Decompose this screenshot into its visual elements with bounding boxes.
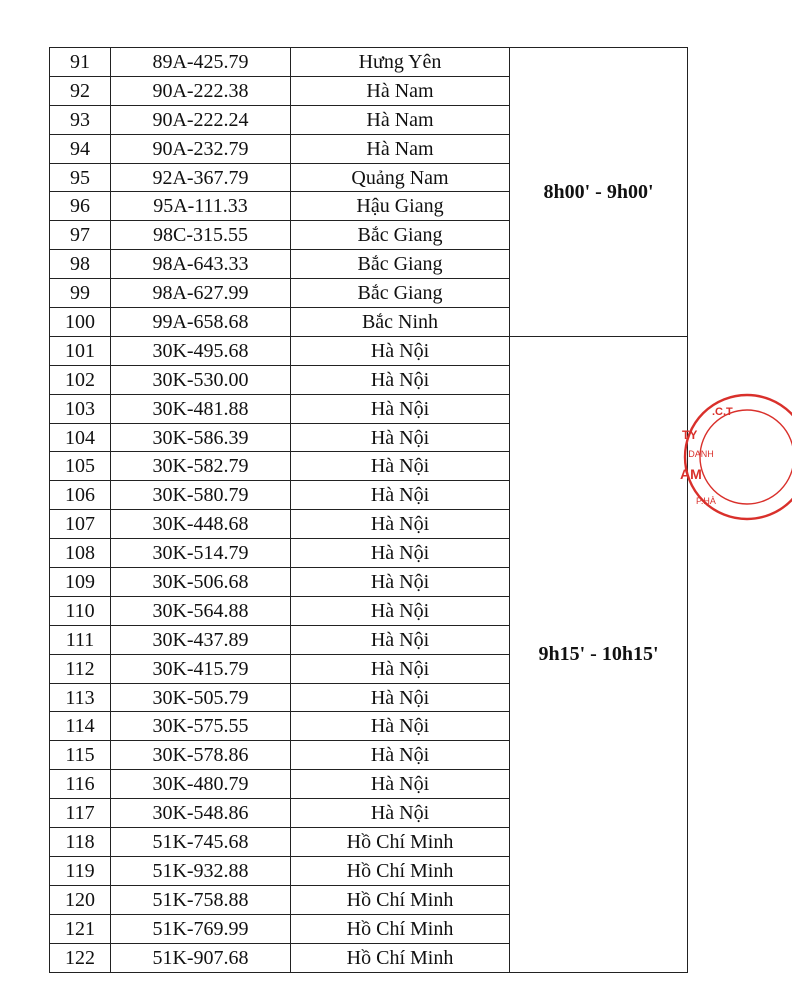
- row-number: 103: [50, 394, 111, 423]
- table-row: [50, 48, 688, 77]
- province: Hà Nội: [291, 539, 510, 568]
- row-number: 92: [50, 76, 111, 105]
- province: Hà Nội: [291, 510, 510, 539]
- province: Hà Nội: [291, 365, 510, 394]
- row-number: 108: [50, 539, 111, 568]
- seal-text-danh: ' DANH: [684, 449, 714, 459]
- license-plate: 30K-530.00: [111, 365, 291, 394]
- province: Hà Nội: [291, 625, 510, 654]
- license-plate: 98A-627.99: [111, 279, 291, 308]
- seal-text-am: AM: [680, 466, 702, 482]
- province: Bắc Giang: [291, 279, 510, 308]
- row-number: 105: [50, 452, 111, 481]
- row-number: 91: [50, 48, 111, 77]
- row-number: 93: [50, 105, 111, 134]
- province: Hà Nội: [291, 770, 510, 799]
- row-number: 119: [50, 856, 111, 885]
- row-number: 111: [50, 625, 111, 654]
- license-plate: 30K-514.79: [111, 539, 291, 568]
- row-number: 101: [50, 336, 111, 365]
- license-plate: 30K-448.68: [111, 510, 291, 539]
- province: Hồ Chí Minh: [291, 914, 510, 943]
- license-plate: 99A-658.68: [111, 308, 291, 337]
- license-plate: 89A-425.79: [111, 48, 291, 77]
- row-number: 106: [50, 481, 111, 510]
- license-plate: 90A-222.24: [111, 105, 291, 134]
- province: Hà Nam: [291, 134, 510, 163]
- province: Bắc Giang: [291, 221, 510, 250]
- seal-graphic: [672, 382, 792, 532]
- row-number: 109: [50, 568, 111, 597]
- row-number: 112: [50, 654, 111, 683]
- row-number: 107: [50, 510, 111, 539]
- row-number: 102: [50, 365, 111, 394]
- license-plate: 51K-745.68: [111, 828, 291, 857]
- province: Hà Nội: [291, 394, 510, 423]
- table-row: [50, 336, 688, 365]
- license-plate: 30K-505.79: [111, 683, 291, 712]
- license-plate: 30K-575.55: [111, 712, 291, 741]
- seal-text-ty: TY: [682, 428, 698, 442]
- province: Hồ Chí Minh: [291, 885, 510, 914]
- license-plate: 90A-232.79: [111, 134, 291, 163]
- row-number: 100: [50, 308, 111, 337]
- license-plate: 30K-415.79: [111, 654, 291, 683]
- province: Hà Nội: [291, 452, 510, 481]
- province: Hà Nội: [291, 568, 510, 597]
- province: Hà Nam: [291, 105, 510, 134]
- row-number: 122: [50, 943, 111, 972]
- license-plate: 98C-315.55: [111, 221, 291, 250]
- license-plate: 95A-111.33: [111, 192, 291, 221]
- seal-inner-ring: [700, 410, 792, 504]
- plate-schedule-table: [49, 47, 688, 973]
- license-plate: 92A-367.79: [111, 163, 291, 192]
- province: Hà Nội: [291, 712, 510, 741]
- license-plate: 30K-481.88: [111, 394, 291, 423]
- row-number: 97: [50, 221, 111, 250]
- license-plate: 51K-907.68: [111, 943, 291, 972]
- seal-outer-ring: [685, 395, 792, 519]
- time-slot: 9h15' - 10h15': [510, 336, 688, 972]
- license-plate: 30K-582.79: [111, 452, 291, 481]
- license-plate: 30K-578.86: [111, 741, 291, 770]
- license-plate: 30K-564.88: [111, 596, 291, 625]
- license-plate: 30K-548.86: [111, 799, 291, 828]
- row-number: 118: [50, 828, 111, 857]
- license-plate: 30K-580.79: [111, 481, 291, 510]
- province: Hà Nội: [291, 596, 510, 625]
- license-plate: 90A-222.38: [111, 76, 291, 105]
- row-number: 117: [50, 799, 111, 828]
- license-plate: 30K-586.39: [111, 423, 291, 452]
- row-number: 121: [50, 914, 111, 943]
- license-plate: 51K-932.88: [111, 856, 291, 885]
- license-plate: 30K-506.68: [111, 568, 291, 597]
- license-plate: 51K-769.99: [111, 914, 291, 943]
- table-body: [50, 48, 688, 973]
- row-number: 96: [50, 192, 111, 221]
- seal-text-bottom: P.HÀ: [696, 496, 716, 506]
- province: Hồ Chí Minh: [291, 828, 510, 857]
- province: Hà Nội: [291, 741, 510, 770]
- province: Bắc Ninh: [291, 308, 510, 337]
- province: Hà Nội: [291, 683, 510, 712]
- row-number: 99: [50, 279, 111, 308]
- row-number: 94: [50, 134, 111, 163]
- row-number: 104: [50, 423, 111, 452]
- province: Quảng Nam: [291, 163, 510, 192]
- row-number: 98: [50, 250, 111, 279]
- row-number: 113: [50, 683, 111, 712]
- row-number: 110: [50, 596, 111, 625]
- row-number: 116: [50, 770, 111, 799]
- license-plate: 51K-758.88: [111, 885, 291, 914]
- license-plate: 98A-643.33: [111, 250, 291, 279]
- province: Hồ Chí Minh: [291, 856, 510, 885]
- province: Hà Nội: [291, 481, 510, 510]
- province: Bắc Giang: [291, 250, 510, 279]
- province: Hưng Yên: [291, 48, 510, 77]
- province: Hà Nội: [291, 799, 510, 828]
- province: Hà Nội: [291, 423, 510, 452]
- province: Hà Nam: [291, 76, 510, 105]
- province: Hà Nội: [291, 336, 510, 365]
- seal-text-top: .C.T: [712, 406, 733, 418]
- province: Hà Nội: [291, 654, 510, 683]
- license-plate: 30K-437.89: [111, 625, 291, 654]
- license-plate: 30K-495.68: [111, 336, 291, 365]
- time-slot: 8h00' - 9h00': [510, 48, 688, 337]
- province: Hậu Giang: [291, 192, 510, 221]
- province: Hồ Chí Minh: [291, 943, 510, 972]
- row-number: 115: [50, 741, 111, 770]
- license-plate: 30K-480.79: [111, 770, 291, 799]
- row-number: 114: [50, 712, 111, 741]
- row-number: 95: [50, 163, 111, 192]
- row-number: 120: [50, 885, 111, 914]
- company-seal-stamp: [672, 382, 792, 532]
